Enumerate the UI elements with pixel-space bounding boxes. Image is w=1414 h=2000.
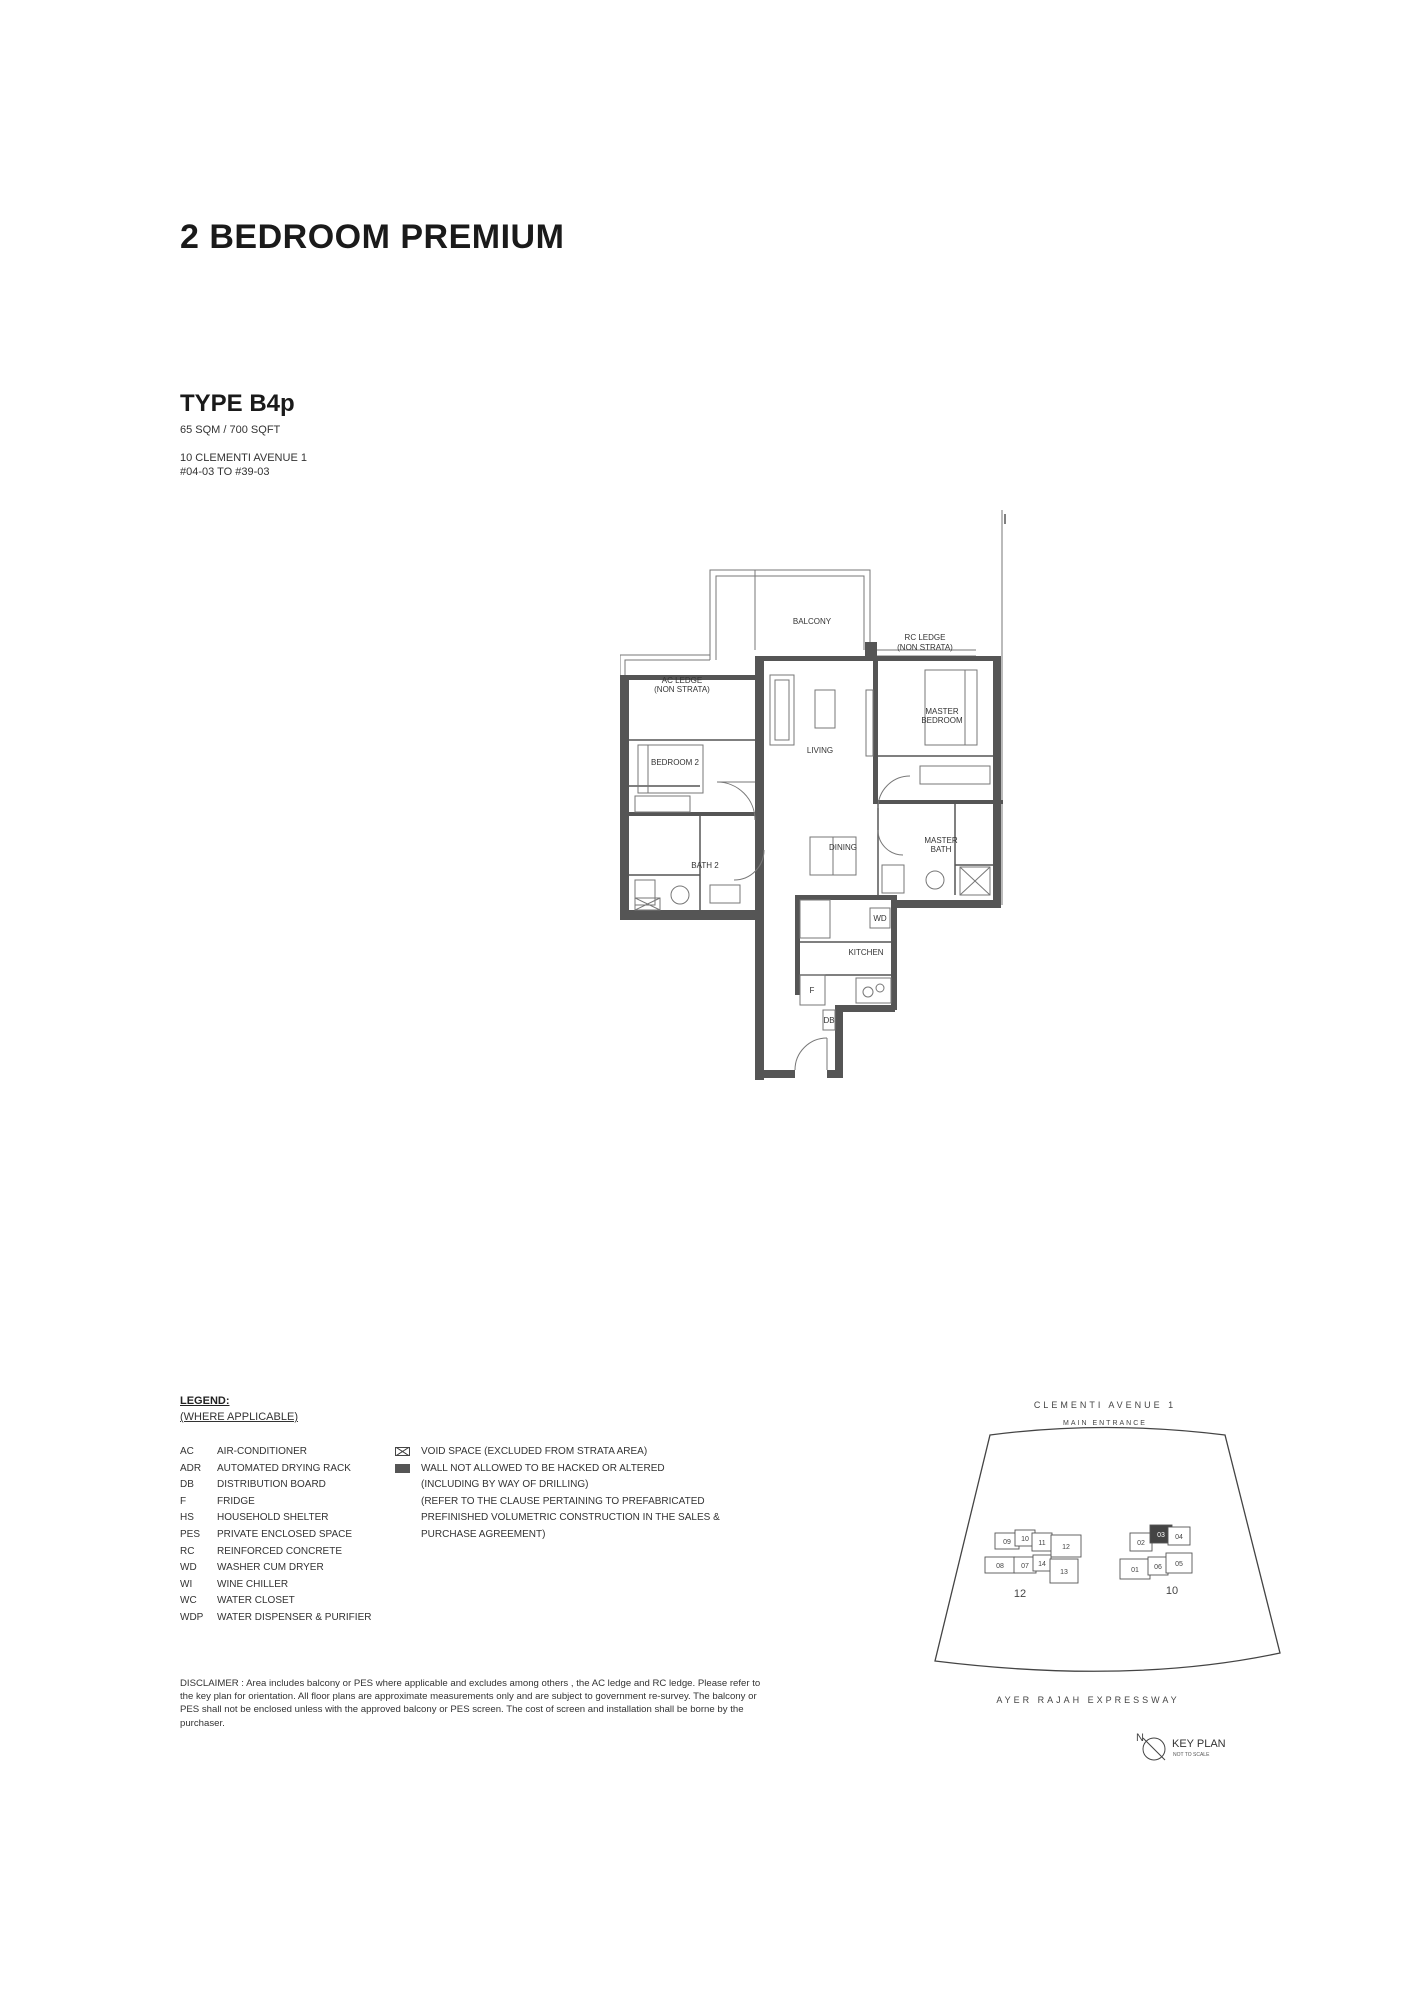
legend-note-line: (INCLUDING BY WAY OF DRILLING): [421, 1479, 589, 1491]
label-ac-ledge: AC LEDGE: [661, 676, 703, 685]
legend-subheading: (WHERE APPLICABLE): [180, 1411, 298, 1423]
page-title: 2 BEDROOM PREMIUM: [180, 218, 565, 256]
legend-note-void: VOID SPACE (EXCLUDED FROM STRATA AREA): [395, 1444, 765, 1461]
label-master-bedroom-line1: MASTER: [925, 707, 959, 716]
block-12-label: 12: [1013, 1588, 1027, 1600]
svg-text:04: 04: [1175, 1534, 1183, 1541]
legend-note-line: PURCHASE AGREEMENT): [421, 1528, 546, 1540]
label-master-bath-line2: BATH: [930, 845, 952, 854]
legend-list: [180, 1444, 410, 1627]
label-master-bath-line1: MASTER: [924, 836, 958, 845]
svg-text:05: 05: [1175, 1561, 1183, 1568]
key-plan: [920, 1385, 1300, 1805]
legend-item: F FRIDGE: [180, 1495, 255, 1507]
label-fridge: F: [809, 986, 815, 995]
label-dining: DINING: [829, 843, 857, 852]
label-master-bedroom-line2: BEDROOM: [921, 716, 963, 725]
label-wd: WD: [873, 914, 887, 923]
label-ac-ledge-note: (NON STRATA): [654, 685, 710, 694]
site-boundary: [935, 1428, 1280, 1672]
legend-item: RC REINFORCED CONCRETE: [180, 1545, 343, 1557]
legend-item: HS HOUSEHOLD SHELTER: [180, 1512, 329, 1524]
label-bath-2: BATH 2: [691, 861, 719, 870]
key-plan-title: KEY PLAN: [1172, 1738, 1226, 1750]
floor-plan: [620, 510, 1040, 1080]
svg-text:14: 14: [1038, 1561, 1046, 1568]
label-bedroom-2: BEDROOM 2: [650, 758, 700, 767]
legend-item: AC AIR-CONDITIONER: [180, 1446, 307, 1457]
disclaimer: DISCLAIMER : Area includes balcony or PES where applicable and excludes among others , the AC ledge and RC ledge. Please refer to the key plan for orientation. All floor plans are approximate measurements only and are subject to government re-survey. The balcony or PES shall not be enclosed unless with the approved balcony or PES screen. The cost of screen and installation shall be borne by the purchaser.: [180, 1678, 761, 1729]
road-clementi-avenue: CLEMENTI AVENUE 1: [1033, 1400, 1177, 1410]
svg-text:13: 13: [1060, 1569, 1068, 1576]
void-space-icon: [395, 1447, 410, 1456]
block-10: [1120, 1525, 1192, 1579]
svg-text:08: 08: [996, 1563, 1004, 1570]
label-kitchen: KITCHEN: [848, 948, 884, 957]
legend-item: DB DISTRIBUTION BOARD: [180, 1479, 326, 1491]
legend-note-line: PREFINISHED VOLUMETRIC CONSTRUCTION IN THE SALES &: [421, 1512, 720, 1524]
svg-text:02: 02: [1137, 1540, 1145, 1547]
svg-text:11: 11: [1038, 1540, 1046, 1547]
svg-text:03: 03: [1157, 1532, 1165, 1539]
svg-text:06: 06: [1154, 1564, 1162, 1571]
block-10-label: 10: [1165, 1585, 1179, 1597]
svg-text:07: 07: [1021, 1563, 1029, 1570]
unit-range: #04-03 TO #39-03: [180, 466, 270, 478]
legend-item: ADR AUTOMATED DRYING RACK: [180, 1462, 351, 1474]
label-db: DB: [823, 1016, 835, 1025]
legend-item: WDP WATER DISPENSER & PURIFIER: [180, 1611, 372, 1623]
label-rc-ledge: RC LEDGE: [904, 633, 946, 642]
unit-type: TYPE B4p: [180, 390, 295, 417]
label-rc-ledge-note: (NON STRATA): [897, 643, 953, 652]
block-12: [985, 1530, 1081, 1583]
legend-note-line: (REFER TO THE CLAUSE PERTAINING TO PREFABRICATED: [421, 1495, 705, 1507]
legend-item: WC WATER CLOSET: [180, 1595, 295, 1607]
legend-note-wall: WALL NOT ALLOWED TO BE HACKED OR ALTERED: [395, 1461, 765, 1478]
legend-notes: [395, 1444, 765, 1544]
key-plan-scale-note: NOT TO SCALE: [1173, 1752, 1210, 1758]
partitions: [629, 740, 993, 975]
svg-text:01: 01: [1131, 1567, 1139, 1574]
label-balcony: BALCONY: [792, 617, 832, 626]
unit-address: 10 CLEMENTI AVENUE 1: [180, 452, 307, 464]
legend-item: PES PRIVATE ENCLOSED SPACE: [180, 1528, 353, 1540]
north-label: N: [1136, 1732, 1144, 1744]
svg-text:12: 12: [1062, 1544, 1070, 1551]
road-ayer-rajah: AYER RAJAH EXPRESSWAY: [996, 1695, 1180, 1705]
doors: [717, 776, 910, 1070]
main-entrance-label: MAIN ENTRANCE: [1063, 1420, 1147, 1427]
svg-text:09: 09: [1003, 1539, 1011, 1546]
unit-area: 65 SQM / 700 SQFT: [180, 424, 281, 436]
legend-heading: LEGEND:: [180, 1395, 230, 1407]
legend-item: WI WINE CHILLER: [180, 1578, 289, 1590]
svg-text:10: 10: [1021, 1536, 1029, 1543]
wall-swatch-icon: [395, 1464, 410, 1473]
label-living: LIVING: [806, 746, 834, 755]
legend-item: WD WASHER CUM DRYER: [180, 1562, 324, 1574]
